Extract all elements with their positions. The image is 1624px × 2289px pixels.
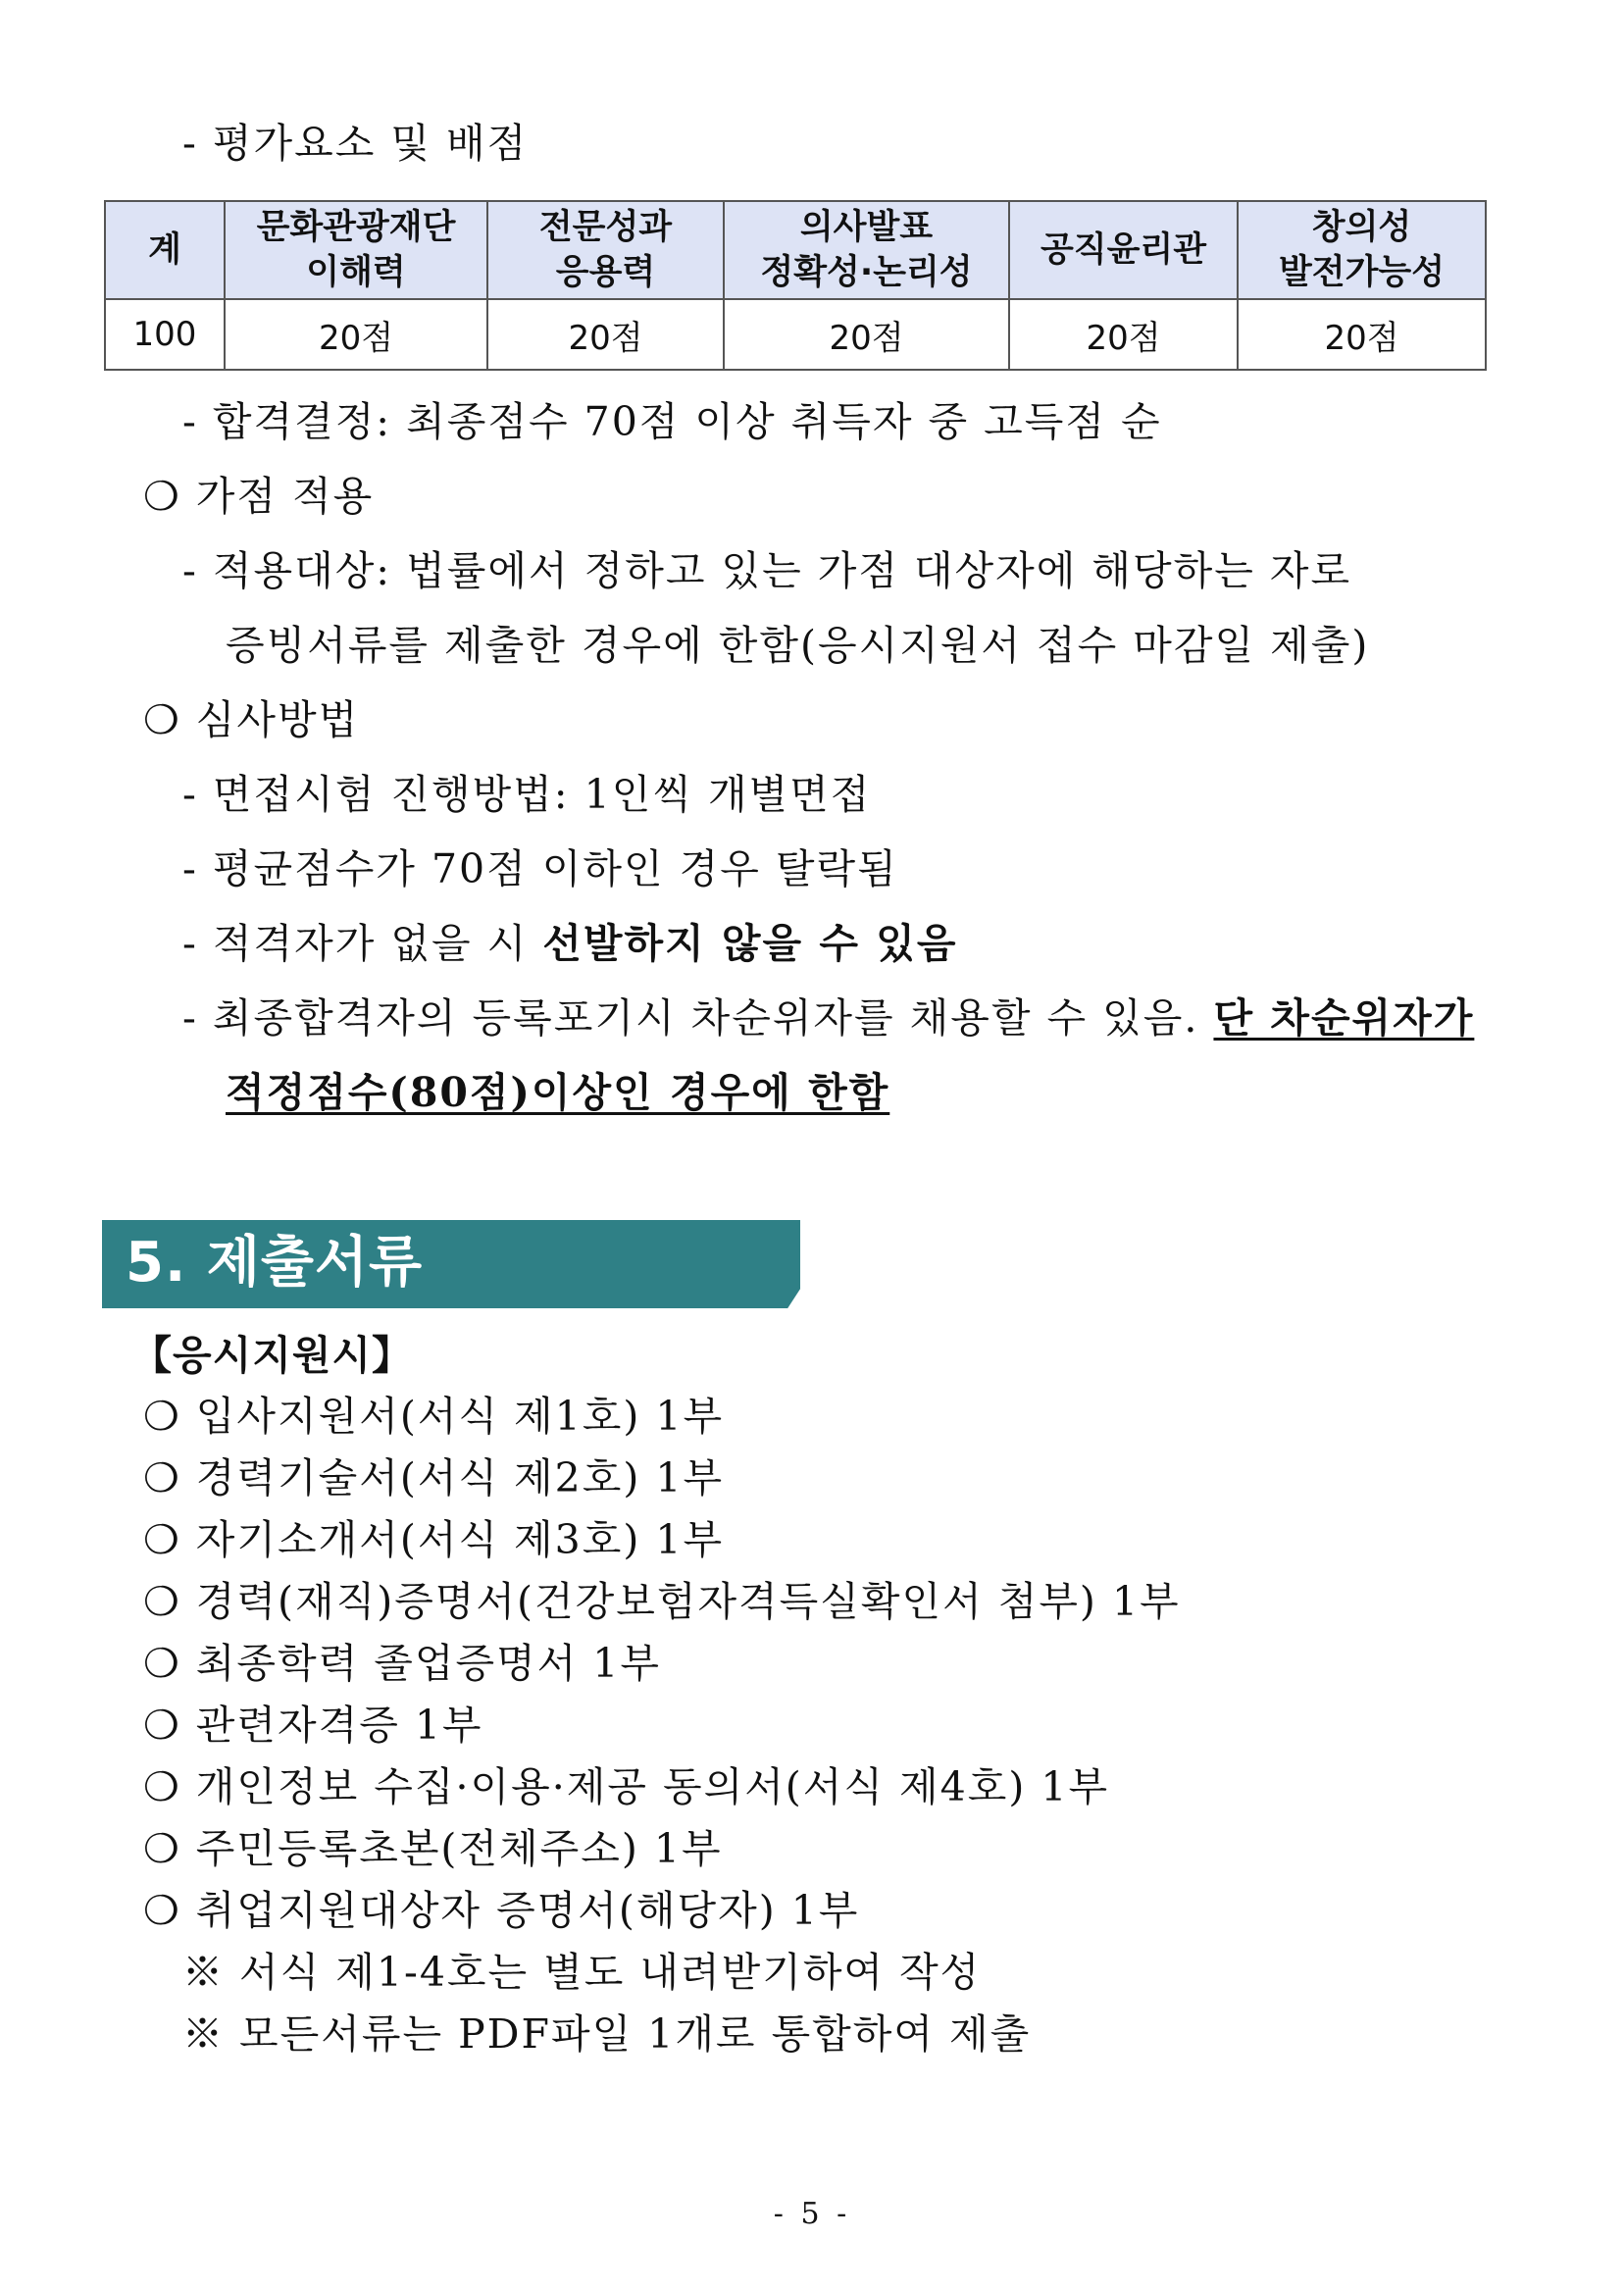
document-item: ❍ 입사지원서(서식 제1호) 1부 (143, 1393, 725, 1440)
document-item: ❍ 관련자격증 1부 (143, 1702, 483, 1749)
header-total: 계 (105, 201, 225, 299)
header-ethics: 공직윤리관 (1009, 201, 1238, 299)
header-creativity: 창의성 발전가능성 (1238, 201, 1486, 299)
pass-rule: - 합격결정: 최종점수 70점 이상 취득자 중 고득점 순 (182, 398, 1162, 445)
bold-underline-text: 단 차순위자가 (1213, 994, 1475, 1042)
review-title: ❍ 심사방법 (143, 696, 360, 743)
cell-score: 20점 (1009, 299, 1238, 370)
document-item: ❍ 경력기술서(서식 제2호) 1부 (143, 1454, 725, 1501)
note: ※ 모든서류는 PDF파일 1개로 통합하여 제출 (182, 2010, 1032, 2058)
review-item: - 면접시험 진행방법: 1인씩 개별면접 (182, 771, 872, 818)
bonus-line-1: - 적용대상: 법률에서 정하고 있는 가점 대상자에 해당하는 자로 (182, 547, 1352, 594)
document-item: ❍ 경력(재직)증명서(건강보험자격득실확인서 첨부) 1부 (143, 1578, 1181, 1625)
cell-score: 20점 (724, 299, 1009, 370)
bonus-line-2: 증빙서류를 제출한 경우에 한함(응시지원서 접수 마감일 제출) (226, 622, 1370, 669)
review-item: - 평균점수가 70점 이하인 경우 탈락됨 (182, 845, 898, 892)
note: ※ 서식 제1-4호는 별도 내려받기하여 작성 (182, 1949, 982, 1996)
score-table-header-row (105, 201, 1486, 299)
document-item: ❍ 개인정보 수집·이용·제공 동의서(서식 제4호) 1부 (143, 1763, 1110, 1810)
review-item: - 적격자가 없을 시 선발하지 않을 수 있음 (182, 920, 958, 967)
document-item: ❍ 자기소개서(서식 제3호) 1부 (143, 1516, 725, 1563)
cell-score: 20점 (1238, 299, 1486, 370)
score-table-row (105, 299, 1486, 370)
bonus-title: ❍ 가점 적용 (143, 473, 375, 520)
header-foundation-understanding: 문화관광재단 이해력 (225, 201, 487, 299)
bold-text: 선발하지 않을 수 있음 (542, 920, 958, 967)
score-table (104, 200, 1487, 371)
document-item: ❍ 최종학력 졸업증명서 1부 (143, 1640, 661, 1687)
cell-score: 20점 (225, 299, 487, 370)
review-item-continuation: 적정점수(80점)이상인 경우에 한함 (226, 1069, 890, 1116)
review-item: - 최종합격자의 등록포기시 차순위자를 채용할 수 있음. 단 차순위자가 (182, 994, 1475, 1042)
page-number: - 5 - (773, 2197, 851, 2231)
cell-total: 100 (105, 299, 225, 370)
eval-heading: - 평가요소 및 배점 (182, 120, 529, 167)
document-item: ❍ 주민등록초본(전체주소) 1부 (143, 1825, 723, 1872)
cell-score: 20점 (487, 299, 724, 370)
header-expertise: 전문성과 응용력 (487, 201, 724, 299)
document-item: ❍ 취업지원대상자 증명서(해당자) 1부 (143, 1887, 860, 1934)
section-title: 5. 제출서류 (126, 1231, 424, 1295)
section-subheading: 【응시지원시】 (131, 1332, 414, 1379)
header-presentation: 의사발표 정확성·논리성 (724, 201, 1009, 299)
